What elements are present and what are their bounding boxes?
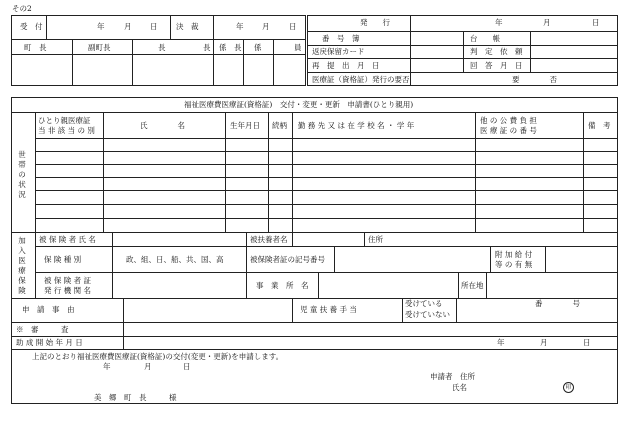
relation-column-header: 続柄	[272, 121, 287, 130]
start-day: 日	[583, 338, 591, 347]
start-month: 月	[540, 338, 548, 347]
addressee-label: 美 郷 町 長 様	[94, 393, 177, 402]
insurance-type-options: 政、組、日、船、共、国、高	[126, 255, 224, 264]
household-section-label: 世帯の状況	[18, 150, 26, 199]
name-column-header: 氏 名	[140, 121, 185, 130]
birthdate-column-header: 生年月日	[230, 121, 260, 130]
application-reason-label: 申 請 事 由	[22, 305, 75, 314]
received-label: 受 付	[20, 22, 43, 31]
number-register-label: 番 号 簿	[322, 34, 360, 43]
received-year: 年	[97, 22, 105, 31]
declaration-year: 年	[103, 362, 111, 371]
issue-need-value: 要 否	[512, 75, 557, 84]
declaration-month: 月	[144, 362, 152, 371]
ledger-label: 台 帳	[470, 34, 500, 43]
return-card-label: 返戻保留カード	[312, 47, 365, 56]
insurance-section-label: 加入医療保険	[18, 236, 26, 295]
issue-need-label: 医療証（資格証）発行の要否	[312, 75, 410, 84]
chief-label-2: 長	[203, 43, 211, 52]
office-name-label: 事 業 所 名	[256, 281, 309, 290]
deputy-mayor-label: 副町長	[88, 43, 111, 52]
start-year: 年	[497, 338, 505, 347]
card-issuer-label: 被 保 険 者 証 発 行 機 関 名	[44, 276, 92, 295]
workplace-school-column-header: 勤 務 先 又 は 在 学 校 名 ・ 学 年	[298, 121, 415, 130]
section-chief-label: 係 長	[219, 43, 242, 52]
dependent-name-label: 被扶養者名	[250, 235, 288, 244]
insurance-type-label: 保 険 種 別	[44, 255, 82, 264]
seal-mark: 印	[563, 382, 574, 393]
other-public-expense-column-header: 他 の 公 費 負 担 医 療 証 の 番 号	[480, 116, 537, 135]
received-month: 月	[124, 22, 132, 31]
received-day: 日	[150, 22, 158, 31]
insured-name-label: 被 保 険 者 氏 名	[39, 235, 96, 244]
review-label: ※ 審 査	[16, 325, 69, 334]
declaration-text: 上記のとおり福祉医療費医療証(資格証)の交付(変更・更新)を申請します。	[32, 352, 284, 361]
single-parent-column-header: ひとり親医療証 当 非 該 当 の 別	[38, 116, 95, 135]
declaration-day: 日	[183, 362, 191, 371]
staff-label-2: 員	[294, 43, 302, 52]
subsidy-start-date-label: 助 成 開 始 年 月 日	[16, 338, 83, 347]
resubmit-label: 再 提 出 月 日	[312, 61, 380, 70]
applicant-address-label: 申請者 住所	[430, 372, 475, 381]
issue-month: 月	[543, 18, 551, 27]
card-symbol-number-label: 被保険者証の記号番号	[250, 255, 325, 264]
form-series-note: その2	[12, 4, 32, 13]
note-column-header: 備 考	[588, 121, 611, 130]
applicant-name-label: 氏名	[452, 383, 467, 392]
chief-label-1: 長	[158, 43, 166, 52]
determination-label: 判 定 依 頼	[470, 47, 523, 56]
mayor-label: 町 長	[24, 43, 47, 52]
allowance-receiving-option: 受けている	[405, 299, 443, 308]
decision-label: 決 裁	[176, 22, 199, 31]
issue-day: 日	[592, 18, 600, 27]
form-title: 福祉医療費医療証(資格証) 交付・変更・更新 申請書(ひとり親用)	[184, 100, 414, 109]
decision-month: 月	[262, 22, 270, 31]
address-label: 住所	[368, 235, 383, 244]
allowance-number-label: 番 号	[535, 299, 580, 308]
issue-year: 年	[495, 18, 503, 27]
reply-date-label: 回 答 月 日	[470, 61, 523, 70]
additional-benefit-label: 附 加 給 付 等 の 有 無	[495, 250, 533, 269]
decision-day: 日	[289, 22, 297, 31]
decision-year: 年	[236, 22, 244, 31]
issue-label: 発 行	[360, 18, 390, 27]
allowance-not-receiving-option: 受けていない	[405, 310, 450, 319]
staff-label-1: 係	[254, 43, 262, 52]
office-location-label: 所在地	[461, 281, 484, 290]
child-allowance-label: 児 童 扶 養 手 当	[300, 305, 357, 314]
